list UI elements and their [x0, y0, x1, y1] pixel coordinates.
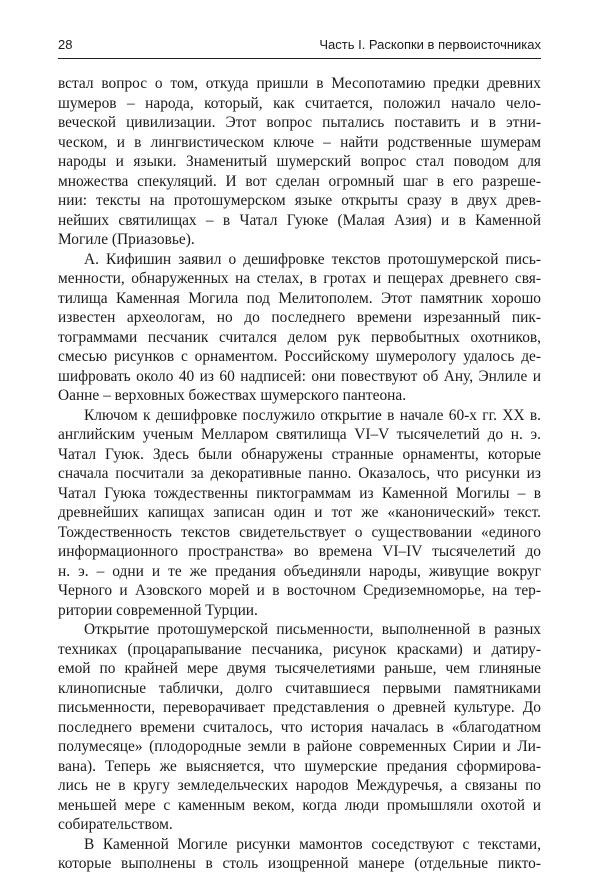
text-line: ческом, и в лингвистическом ключе – найти родственные шумерам [58, 133, 541, 151]
text-line: информационного пространства» во времена VI–IV тысячелетий до [58, 543, 541, 560]
body-text [58, 74, 541, 874]
text-line: н. э. – одни и те же предания объединяли народы, живущие вокруг [58, 562, 541, 580]
text-line: известен археологам, но до последнего времени изрезанный пик- [58, 309, 541, 326]
paragraph [58, 835, 541, 874]
text-line: клинописные таблички, долго считавшиеся первыми памятниками [58, 679, 541, 697]
text-line: множества спекуляций. И вот сделан огромный шаг в его разреше- [58, 172, 541, 190]
text-line: сначала посчитали за декоративные панно. Оказалось, что рисунки из [58, 465, 541, 482]
text-line: Черного и Азовского морей и в восточном Средиземноморье, на тер- [58, 582, 541, 599]
text-line: Ключом к дешифровке послужило открытие в начале 60-х гг. XX в. [84, 406, 541, 424]
text-line: Открытие протошумерской письменности, выполненной в разных [84, 621, 541, 638]
page-number: 28 [58, 37, 73, 52]
text-line: Оанне – верховных божествах шумерского пантеона. [58, 387, 407, 404]
text-line: письменности, переворачивает представления о древней культуре. До [58, 699, 541, 716]
text-line: менности, обнаруженных на стелах, в гротах и пещерах древнего свя- [58, 270, 541, 287]
text-line: шумеров – народа, который, как считается, положил начало чело- [58, 94, 541, 112]
text-line: народы и языки. Знаменитый шумерский вопрос стал поводом для [58, 153, 541, 170]
running-title: Часть I. Раскопки в первоисточниках [319, 37, 541, 52]
text-line: последнего времени считалось, что история началась в «благодатном [58, 718, 541, 736]
text-line: встал вопрос о том, откуда пришли в Месопотамию предки древних [58, 75, 541, 92]
text-line: Тождественность текстов свидетельствует о существовании «единого [58, 523, 541, 541]
text-line: емой по крайней мере двумя тысячелетиями раньше, чем глиняные [58, 660, 541, 677]
text-line: меньшей мере с каменным веком, когда люди промышляли охотой и [58, 796, 541, 814]
paragraph [58, 406, 541, 621]
text-line: веческой цивилизации. Этот вопрос пытались поставить и в этни- [58, 114, 541, 131]
text-line: которые выполнены в столь изощренной манере (отдельные пикто- [58, 855, 541, 872]
text-line: Чатал Гуюка тождественны пиктограммам из Каменной Могилы – в [58, 484, 541, 502]
text-line: собирательством. [58, 816, 173, 833]
text-line: вана). Теперь же выясняется, что шумерские предания сформирова- [58, 757, 541, 775]
text-line: Могиле (Приазовье). [58, 231, 195, 248]
text-line: А. Кифишин заявил о дешифровке текстов протошумерской пись- [84, 250, 541, 268]
text-line: Чатал Гуюк. Здесь были обнаружены странные орнаменты, которые [58, 445, 541, 463]
text-line: тограммами песчаник считался делом рук первобытных охотников, [58, 328, 541, 346]
paragraph [58, 250, 541, 406]
text-line: В Каменной Могиле рисунки мамонтов соседствуют с текстами, [84, 835, 541, 853]
text-line: нии: тексты на протошумерском языке открыты сразу в двух древ- [58, 192, 541, 209]
text-line: техниках (процарапывание песчаника, рисунок красками) и датиру- [58, 640, 541, 658]
page-header [58, 34, 541, 59]
text-line: смесью рисунков с орнаментом. Российскому шумерологу удалось де- [58, 348, 541, 365]
text-line: полумесяце» (плодородные земли в районе современных Сирии и Ли- [58, 738, 541, 755]
text-line: древнейших капищах записан один и тот же «канонический» текст. [58, 504, 541, 521]
text-line: лись не в кругу земледельческих народов Междуречья, а связаны по [58, 777, 541, 794]
text-line: ритории современной Турции. [58, 601, 258, 619]
text-line: тилища Каменная Могила под Мелитополем. Этот памятник хорошо [58, 289, 541, 307]
text-line: английским ученым Мелларом святилища VI–V тысячелетий до н. э. [58, 426, 541, 443]
paragraph [58, 620, 541, 835]
paragraph [58, 74, 541, 250]
text-line: нейших святилищах – в Чатал Гуюке (Малая Азия) и в Каменной [58, 211, 541, 229]
text-line: шифровать около 40 из 60 надписей: они повествуют об Ану, Энлиле и [58, 367, 541, 385]
